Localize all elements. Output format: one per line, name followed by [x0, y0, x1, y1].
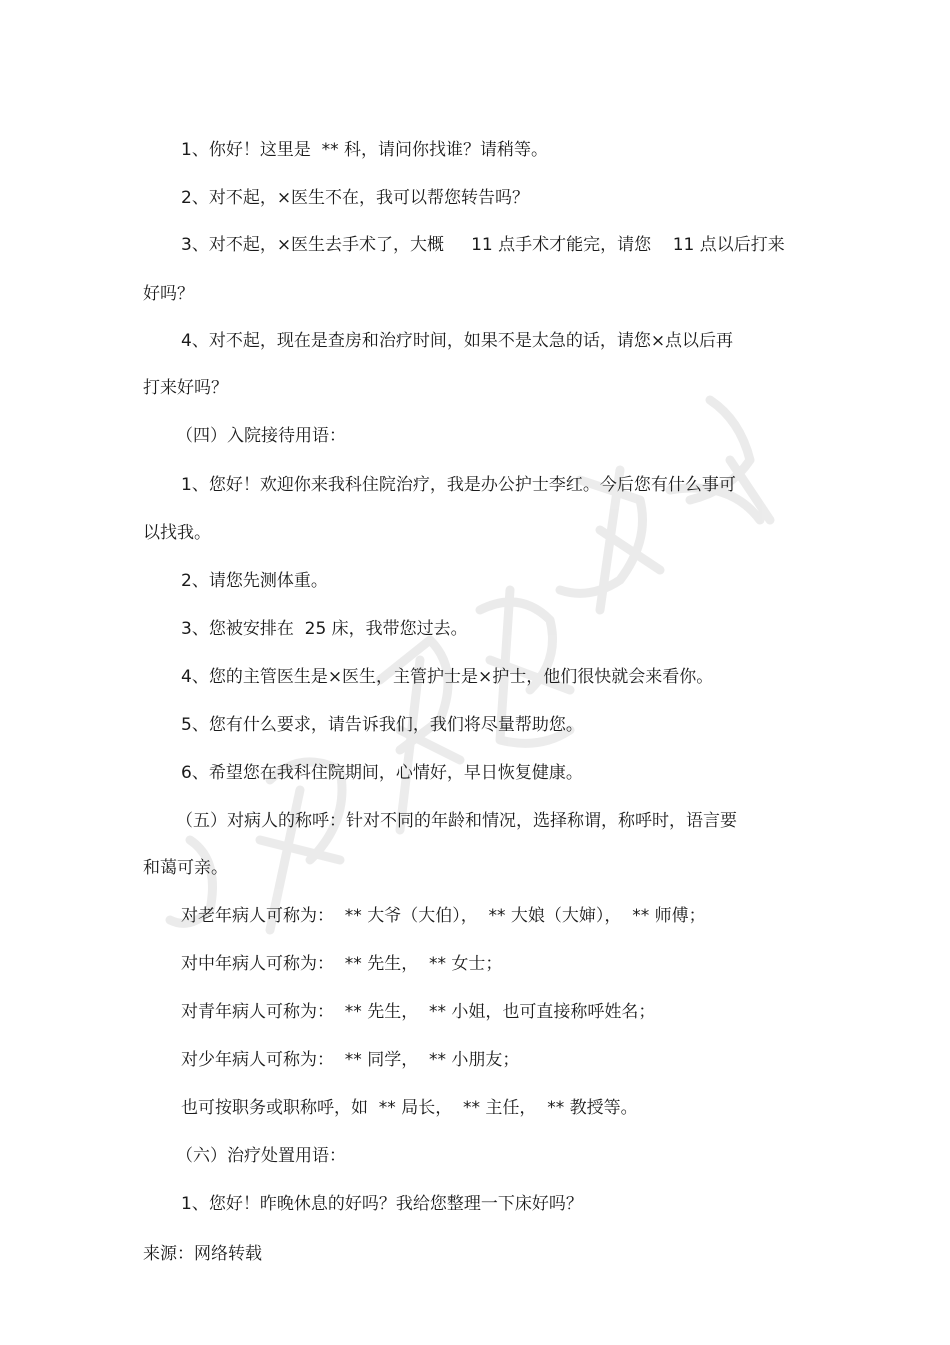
text-line: 6、希望您在我科住院期间，心情好，早日恢复健康。	[181, 763, 583, 783]
text-line: 打来好吗？	[143, 378, 228, 398]
text-line: 2、对不起，×医生不在，我可以帮您转告吗？	[181, 188, 530, 208]
text-line: 1、您好！昨晚休息的好吗？我给您整理一下床好吗？	[181, 1194, 583, 1214]
text-line: 对少年病人可称为： ** 同学， ** 小朋友；	[181, 1050, 520, 1070]
text-line: 1、你好！这里是 ** 科，请问你找谁？请稍等。	[181, 140, 549, 160]
text-line: 2、请您先测体重。	[181, 571, 328, 591]
text-line: 以找我。	[143, 523, 211, 543]
text-line: 1、您好！欢迎你来我科住院治疗，我是办公护士李红。今后您有什么事可	[181, 475, 736, 495]
text-line: 对老年病人可称为： ** 大爷（大伯）， ** 大娘（大婶）， ** 师傅；	[181, 906, 706, 926]
watermark-graphic	[150, 360, 830, 960]
text-line: 4、您的主管医生是×医生，主管护士是×护士，他们很快就会来看你。	[181, 667, 714, 687]
text-line: 3、对不起，×医生去手术了，大概 11 点手术才能完，请您 11 点以后打来	[181, 235, 785, 255]
text-line: 5、您有什么要求，请告诉我们，我们将尽量帮助您。	[181, 715, 583, 735]
section-heading: （四）入院接待用语：	[176, 426, 346, 446]
section-heading: （六）治疗处置用语：	[176, 1146, 346, 1166]
text-line: 4、对不起，现在是查房和治疗时间，如果不是太急的话，请您×点以后再	[181, 331, 734, 351]
text-line: 对青年病人可称为： ** 先生， ** 小姐，也可直接称呼姓名；	[181, 1002, 656, 1022]
text-line: 对中年病人可称为： ** 先生， ** 女士；	[181, 954, 503, 974]
section-heading: （五）对病人的称呼：针对不同的年龄和情况，选择称谓，称呼时，语言要	[176, 811, 737, 831]
text-line: 好吗？	[143, 284, 194, 304]
watermark-text: 文档参考	[470, 652, 510, 663]
text-line: 3、您被安排在 25 床，我带您过去。	[181, 619, 468, 639]
text-line: 和蔼可亲。	[143, 858, 228, 878]
source-note: 来源：网络转载	[143, 1244, 262, 1264]
text-line: 也可按职务或职称呼，如 ** 局长， ** 主任， ** 教授等。	[181, 1098, 638, 1118]
